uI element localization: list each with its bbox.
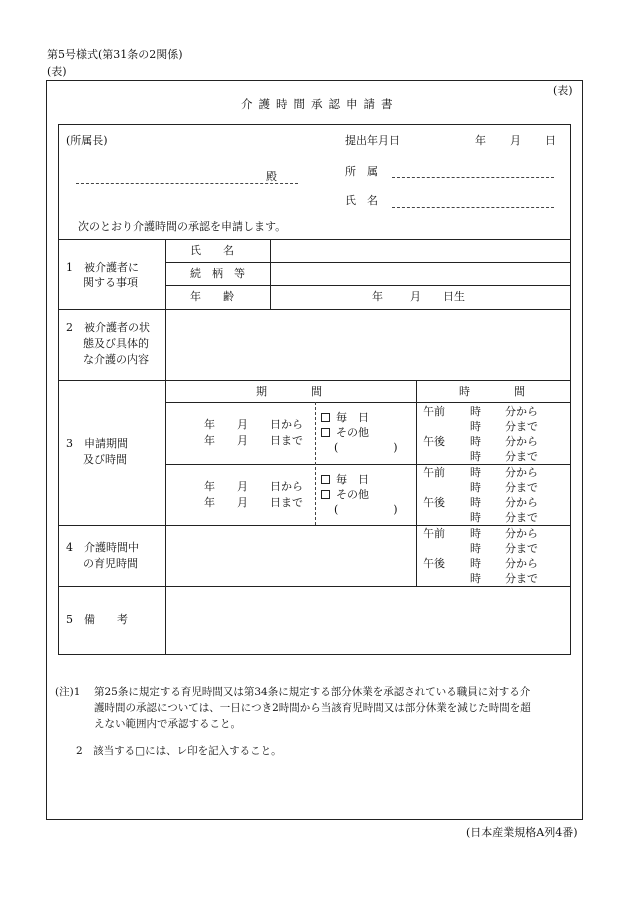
date-day: 日 <box>545 134 556 147</box>
addressee-line[interactable] <box>76 183 298 184</box>
period-header: 期 間 <box>256 385 322 398</box>
dono-label: 殿 <box>266 170 277 183</box>
birth-year: 年 <box>372 290 383 303</box>
time-hour: 時 <box>470 557 481 570</box>
date-year: 年 <box>475 134 486 147</box>
corner-label: (表) <box>553 84 573 97</box>
time-until: 分まで <box>505 511 538 524</box>
time-hour: 時 <box>470 496 481 509</box>
dept-field[interactable] <box>392 177 554 178</box>
time-hour: 時 <box>470 435 481 448</box>
section1-label-line1: 1 被介護者に <box>66 261 139 274</box>
time-from: 分から <box>505 405 538 418</box>
note1-line3: えない範囲内で承認すること。 <box>94 718 241 730</box>
time-from: 分から <box>505 466 538 479</box>
paper-spec: (日本産業規格A列4番) <box>466 826 578 839</box>
date-month: 月 <box>510 134 521 147</box>
divider <box>58 525 571 526</box>
time-until: 分まで <box>505 481 538 494</box>
period-from: 年 月 日から <box>204 480 303 493</box>
checkbox[interactable] <box>321 475 330 484</box>
divider <box>58 380 571 381</box>
time-until: 分まで <box>505 450 538 463</box>
option-other[interactable]: その他 <box>321 427 369 438</box>
time-column-divider <box>416 380 417 586</box>
time-hour: 時 <box>470 450 481 463</box>
time-pm: 午後 <box>423 435 445 448</box>
note2: 2 該当する□には、レ印を記入すること。 <box>76 745 282 757</box>
section2-label-line1: 2 被介護者の状 <box>66 321 150 334</box>
divider <box>165 402 571 403</box>
note1-prefix: (注)1 <box>55 686 81 698</box>
form-title: 介護時間承認申請書 <box>241 97 399 111</box>
period-until: 年 月 日まで <box>204 434 303 447</box>
label-column-divider <box>165 239 166 655</box>
birth-day: 日生 <box>443 290 465 303</box>
option-daily[interactable]: 毎 日 <box>321 412 369 423</box>
time-hour: 時 <box>470 527 481 540</box>
time-until: 分まで <box>505 420 538 433</box>
checkbox[interactable] <box>321 413 330 422</box>
note1-line2: 護時間の承認については、一日につき2時間から当該育児時間又は部分休業を減じた時間を超 <box>94 702 531 714</box>
option-daily[interactable]: 毎 日 <box>321 474 369 485</box>
time-hour: 時 <box>470 466 481 479</box>
side-label: (表) <box>47 65 67 78</box>
checkbox[interactable] <box>321 490 330 499</box>
option-other[interactable]: その他 <box>321 489 369 500</box>
section1-label-line2: 関する事項 <box>83 276 138 289</box>
period-from: 年 月 日から <box>204 418 303 431</box>
section4-label-line2: の育児時間 <box>83 557 138 570</box>
section2-label-line2: 態及び具体的 <box>83 337 149 350</box>
note1-line1: 第25条に規定する育児時間又は第34条に規定する部分休業を承認されている職員に対する介 <box>94 686 531 698</box>
section4-label-line1: 4 介護時間中 <box>66 541 139 554</box>
section1-row-age-label: 年 齢 <box>190 290 234 303</box>
time-from: 分から <box>505 496 538 509</box>
time-hour: 時 <box>470 572 481 585</box>
form-number: 第5号様式(第31条の2関係) <box>47 48 183 61</box>
divider <box>58 586 571 587</box>
other-paren: ( ) <box>334 441 398 454</box>
name-label: 氏 名 <box>345 194 378 207</box>
time-pm: 午後 <box>423 496 445 509</box>
section5-label: 5 備 考 <box>66 613 128 626</box>
time-until: 分まで <box>505 572 538 585</box>
time-hour: 時 <box>470 420 481 433</box>
section1-row-name-label: 氏 名 <box>190 244 234 257</box>
time-hour: 時 <box>470 405 481 418</box>
addressee: (所属長) <box>66 134 108 147</box>
time-from: 分から <box>505 557 538 570</box>
dept-label: 所 属 <box>345 165 378 178</box>
time-hour: 時 <box>470 511 481 524</box>
divider <box>165 285 571 286</box>
checkbox[interactable] <box>321 428 330 437</box>
time-until: 分まで <box>505 542 538 555</box>
divider <box>165 262 571 263</box>
time-am: 午前 <box>423 527 445 540</box>
time-from: 分から <box>505 435 538 448</box>
request-text: 次のとおり介護時間の承認を申請します。 <box>78 220 287 233</box>
time-header: 時 間 <box>459 385 525 398</box>
time-from: 分から <box>505 527 538 540</box>
section1-inner-divider <box>270 239 271 309</box>
other-paren: ( ) <box>334 503 398 516</box>
time-hour: 時 <box>470 542 481 555</box>
divider <box>58 239 571 240</box>
section3-label-line2: 及び時間 <box>83 453 127 466</box>
divider <box>165 464 571 465</box>
section2-label-line3: な介護の内容 <box>83 353 149 366</box>
period-option-divider <box>315 402 316 525</box>
time-pm: 午後 <box>423 557 445 570</box>
period-until: 年 月 日まで <box>204 496 303 509</box>
section1-row-relation-label: 続 柄 等 <box>190 267 245 280</box>
birth-month: 月 <box>410 290 421 303</box>
time-am: 午前 <box>423 466 445 479</box>
name-field[interactable] <box>392 207 554 208</box>
divider <box>58 309 571 310</box>
section3-label-line1: 3 申請期間 <box>66 437 128 450</box>
time-hour: 時 <box>470 481 481 494</box>
date-label: 提出年月日 <box>345 134 400 147</box>
time-am: 午前 <box>423 405 445 418</box>
